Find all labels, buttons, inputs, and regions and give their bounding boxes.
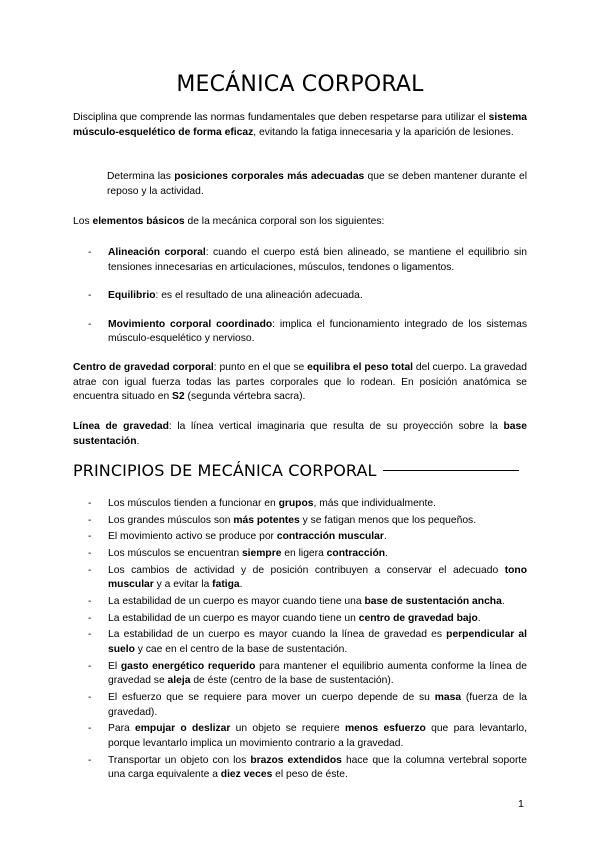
page-title: MECÁNICA CORPORAL: [176, 72, 424, 97]
list-item: - El gasto energético requerido para mantener el equilibrio aumenta conforme la línea de gravedad se aleja de éste (centro de la base de sustentación).: [88, 660, 527, 687]
list-item: - Para empujar o deslizar un objeto se requiere menos esfuerzo que para levantarlo, porque levantarlo implica un movimiento contrario a la gravedad.: [88, 723, 527, 749]
list-item: - La estabilidad de un cuerpo es mayor cuando tiene un centro de gravedad bajo.: [88, 612, 481, 624]
heading-rule: [383, 470, 519, 471]
principles-list: [88, 497, 527, 785]
intro-paragraph: Disciplina que comprende las normas fundamentales que deben respetarse para utilizar el sistema músculo-esquelético de forma eficaz, evitando la fatiga innecesaria y la aparición de lesiones.: [73, 112, 527, 138]
list-item: - Equilibrio: es el resultado de una alineación adecuada.: [88, 290, 363, 302]
list-item: - Transportar un objeto con los brazos extendidos hace que la columna vertebral soporte una carga equivalente a diez veces el peso de éste.: [88, 754, 527, 781]
elements-list: [88, 246, 527, 361]
page-number: 1: [518, 798, 524, 810]
section-heading: PRINCIPIOS DE MECÁNICA CORPORAL: [73, 461, 519, 480]
list-item: - Los músculos se encuentran siempre en ligera contracción.: [88, 548, 388, 560]
list-item: - El esfuerzo que se requiere para mover un cuerpo depende de su masa (fuerza de la gravedad).: [88, 691, 527, 718]
indented-paragraph: Determina las posiciones corporales más adecuadas que se deben mantener durante el reposo y la actividad.: [107, 171, 528, 197]
list-item: - La estabilidad de un cuerpo es mayor cuando la línea de gravedad es perpendicular al suelo y cae en el centro de la base de sustentación.: [88, 629, 528, 655]
list-item: - Los cambios de actividad y de posición contribuyen a conservar el adecuado tono muscular y a evitar la fatiga.: [88, 564, 527, 591]
list-item: - Alineación corporal: cuando el cuerpo está bien alineado, se mantiene el equilibrio sin tensiones innecesarias en articulaciones, músculos, tendones o ligamentos.: [88, 247, 527, 273]
centro-gravedad-paragraph: Centro de gravedad corporal: punto en el que se equilibra el peso total del cuerpo. La gravedad atrae con igual fuerza todas las partes corporales que lo rodean. En posición anatómica se encuentra situado en S2 (segunda vértebra sacra).: [73, 362, 527, 403]
list-item: - Los músculos tienden a funcionar en grupos, más que individualmente.: [88, 498, 436, 509]
list-item: - Los grandes músculos son más potentes y se fatigan menos que los pequeños.: [88, 514, 477, 526]
list-item: - El movimiento activo se produce por contracción muscular.: [88, 531, 387, 543]
linea-gravedad-paragraph: Línea de gravedad: la línea vertical imaginaria que resulta de su proyección sobre la base sustentación.: [73, 421, 527, 447]
elements-intro: Los elementos básicos de la mecánica corporal son los siguientes:: [73, 216, 385, 227]
list-item: - Movimiento corporal coordinado: implica el funcionamiento integrado de los sistemas músculo-esquelético y nervioso.: [88, 318, 527, 345]
list-item: - La estabilidad de un cuerpo es mayor cuando tiene una base de sustentación ancha.: [88, 596, 505, 608]
